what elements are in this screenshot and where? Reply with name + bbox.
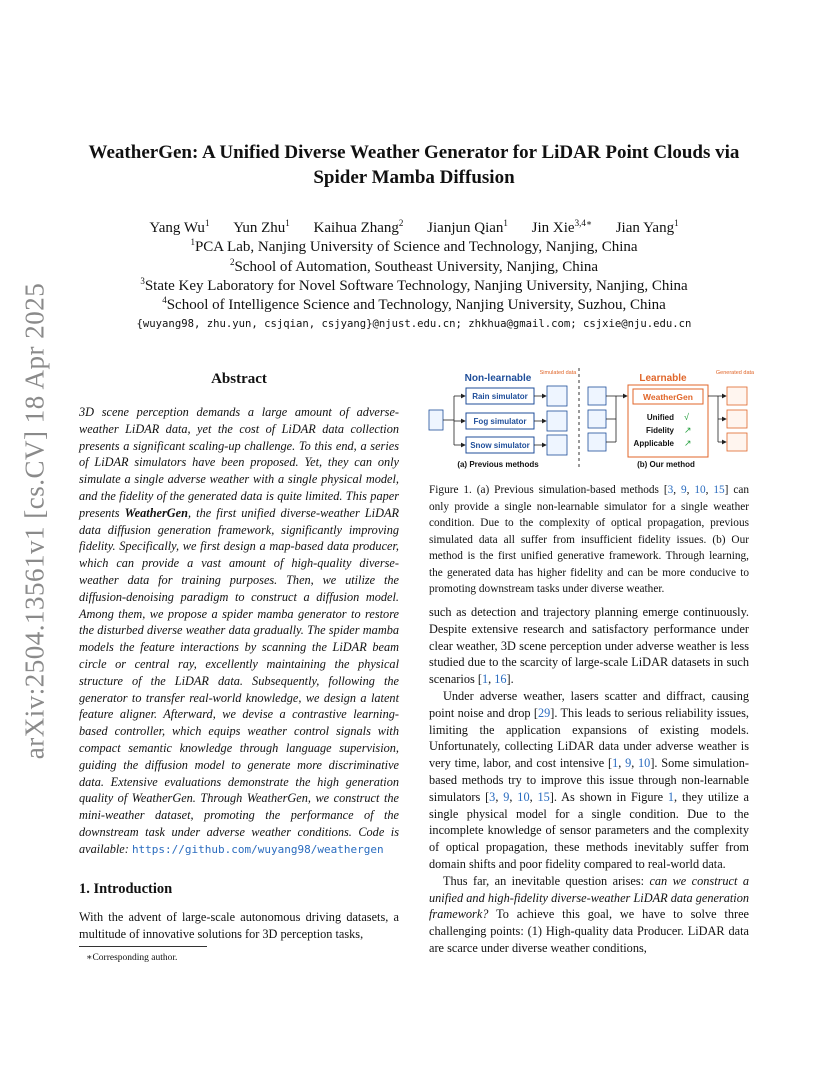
weathergen-model: WeatherGen	[643, 392, 693, 402]
author: Jianjun Qian$^1$	[427, 218, 508, 236]
intro-paragraph: With the advent of large-scale autonomous driving datasets, a multitude of innovative solutions for 3D perception tasks,	[79, 910, 399, 941]
simulated-data-icon	[547, 411, 567, 431]
fig-right-out-label: Generated data	[715, 370, 754, 376]
fog-simulator: Fog simulator	[473, 417, 527, 426]
citation-link[interactable]: 10	[517, 789, 530, 804]
figure-ref-link[interactable]: 1	[667, 789, 675, 804]
author: Yun Zhu$^1$	[233, 218, 290, 236]
citation-link[interactable]: 9	[625, 756, 632, 771]
citation-link[interactable]: 15	[537, 789, 550, 804]
citation-link[interactable]: 9	[680, 484, 687, 496]
simulated-data-icon	[547, 435, 567, 455]
citation-link[interactable]: 10	[638, 756, 651, 771]
author-emails: {wuyang98, zhu.yun, csjqian, csjyang}@njust.edu.cn; zhkhua@gmail.com; csjxie@nju.edu.cn	[136, 318, 692, 330]
up-arrow-icon: ↗	[684, 438, 692, 448]
affiliation: $^1$PCA Lab, Nanjing University of Science and Technology, Nanjing, China	[190, 237, 638, 255]
fig-left-out-label: Simulated data	[539, 370, 577, 376]
prop-fidelity: Fidelity	[645, 426, 674, 435]
citation-link[interactable]: 3	[489, 789, 496, 804]
author: Jin Xie$^{3,4∗}$	[531, 218, 592, 236]
generated-data-icon	[727, 387, 747, 405]
right-column-text	[429, 604, 749, 957]
research-question: can we construct a unified and high-fidelity diverse-weather LiDAR data generation framework?	[429, 873, 749, 922]
citation-link[interactable]: 1	[481, 672, 489, 687]
snow-simulator: Snow simulator	[470, 441, 530, 450]
citation-link[interactable]: 1	[612, 756, 619, 771]
input-pointcloud-icon	[429, 410, 443, 430]
prop-unified: Unified	[646, 413, 674, 422]
citation-link[interactable]: 10	[694, 484, 706, 496]
author: Jian Yang$^1$	[615, 218, 679, 236]
intro-paragraph: such as detection and trajectory planning emerge continuously. Despite extensive research and satisfactory performance under clear weather, 3D scene perception under adverse weather is less studied due to the scarcity of large-scale LiDAR datasets in such scenarios [1, 16].	[429, 605, 749, 687]
framework-name: WeatherGen	[124, 505, 188, 520]
arxiv-side-stamp	[18, 282, 52, 760]
intro-heading: 1. Introduction	[79, 881, 173, 897]
generated-data-icon	[727, 433, 747, 451]
arxiv-stamp-text: arXiv:2504.13561v1 [cs.CV] 18 Apr 2025	[19, 282, 50, 760]
citation-link[interactable]: 3	[667, 484, 674, 496]
citation-link[interactable]: 16	[494, 672, 507, 687]
up-arrow-icon: ↗	[684, 425, 692, 435]
citation-link[interactable]: 15	[713, 484, 725, 496]
fig-left-caption: (a) Previous methods	[457, 460, 539, 469]
affiliation: $^3$State Key Laboratory for Novel Software Technology, Nanjing University, Nanjing, China	[140, 276, 688, 294]
abstract-body: 3D scene perception demands a large amount of adverse-weather LiDAR data, yet the cost of LiDAR data collection presents a significant scaling-up challenge. To this end, a series of LiDAR simulators have been proposed. Yet, they can only simulate a single adverse weather with a single physical model, and the fidelity of the generated data is quite limited. This paper presents WeatherGen, the first unified diverse-weather LiDAR data diffusion generation framework, significantly improving fidelity. Specifically, we first design a map-based data producer, which can provide a vast amount of high-quality diverse-weather data for training purposes. Then, we utilize the diffusion-denoising paradigm to construct a diffusion model. Among them, we propose a spider mamba generator to restore the disturbed diverse weather data gradually. The spider mamba models the feature interactions by scanning the LiDAR beam circle or central ray, excellently maintaining the physical structure of the LiDAR data. Subsequently, following the generator to transfer real-world knowledge, we design a latent feature aligner. Afterward, we devise a contrastive learning-based controller, which equips weather control signals with compact semantic knowledge through language supervision, guiding the diffusion model to generate more discriminative data. Extensive evaluations demonstrate the high generation quality of WeatherGen. Through WeatherGen, we construct the mini-weather dataset, promoting the performance of the downstream task under adverse weather conditions. Code is available: https://github.com/wuyang98/weathergen	[79, 405, 399, 856]
paper-title	[60, 140, 768, 190]
intro-paragraph: Under adverse weather, lasers scatter and diffract, causing point noise and drop [29]. This leads to serious reliability issues, limiting the application expansions of existing models. Unfortunately, collecting LiDAR data under adverse weather is very time, labor, and cost intensive [1, 9, 10]. Some simulation-based methods try to improve this issue through non-learnable simulators [3, 9, 10, 15]. As shown in Figure 1, they utilize a single physical model for a single condition. Due to the incomplete knowledge of sensor parameters and the complexity of optical propagation, these methods inevitably suffer from domain shifts and poor fidelity compared to real-world data.	[429, 688, 749, 871]
title-line-1: WeatherGen: A Unified Diverse Weather Generator for LiDAR Point Clouds via	[88, 142, 740, 163]
figure-1	[426, 366, 754, 472]
figure-1-caption: Figure 1. (a) Previous simulation-based methods [3, 9, 10, 15] can only provide a single non-learnable simulator for a single weather condition. Due to the complexity of optical propagation, previous simulated data all suffer from insufficient fidelity issues. (b) Our method is the first unified generative framework. Through learning, the generated data has higher fidelity and can be more conducive to promoting downstream tasks under diverse weather.	[429, 484, 749, 595]
generated-data-icon	[727, 410, 747, 428]
prop-applicable: Applicable	[633, 439, 674, 448]
citation-link[interactable]: 9	[503, 789, 510, 804]
code-link[interactable]: https://github.com/wuyang98/weathergen	[131, 842, 384, 856]
citation-link[interactable]: 29	[537, 705, 551, 720]
title-line-2: Spider Mamba Diffusion	[313, 167, 515, 188]
affiliation: $^4$School of Intelligence Science and Technology, Nanjing University, Suzhou, China	[162, 295, 666, 313]
fig-left-title: Non-learnable	[464, 373, 532, 384]
check-icon: √	[684, 412, 689, 422]
fig-right-title: Learnable	[639, 373, 687, 384]
affiliation: $^2$School of Automation, Southeast University, Nanjing, China	[229, 257, 599, 275]
rain-simulator: Rain simulator	[472, 392, 528, 401]
author-list	[60, 219, 768, 238]
simulated-data-icon	[547, 386, 567, 406]
intro-paragraph: Thus far, an inevitable question arises: can we construct a unified and high-fidelity diverse-weather LiDAR data generation framework? To achieve this goal, we have to solve three challenging points: (1) High-quality data Producer. LiDAR data are scarce under diverse weather conditions,	[429, 873, 749, 955]
author: Kaihua Zhang$^2$	[313, 218, 404, 236]
author: Yang Wu$^1$	[149, 218, 210, 236]
footnote: ∗Corresponding author.	[86, 953, 178, 963]
fig-right-caption: (b) Our method	[637, 460, 695, 469]
abstract-heading: Abstract	[211, 371, 267, 387]
footnote-divider	[79, 946, 207, 947]
